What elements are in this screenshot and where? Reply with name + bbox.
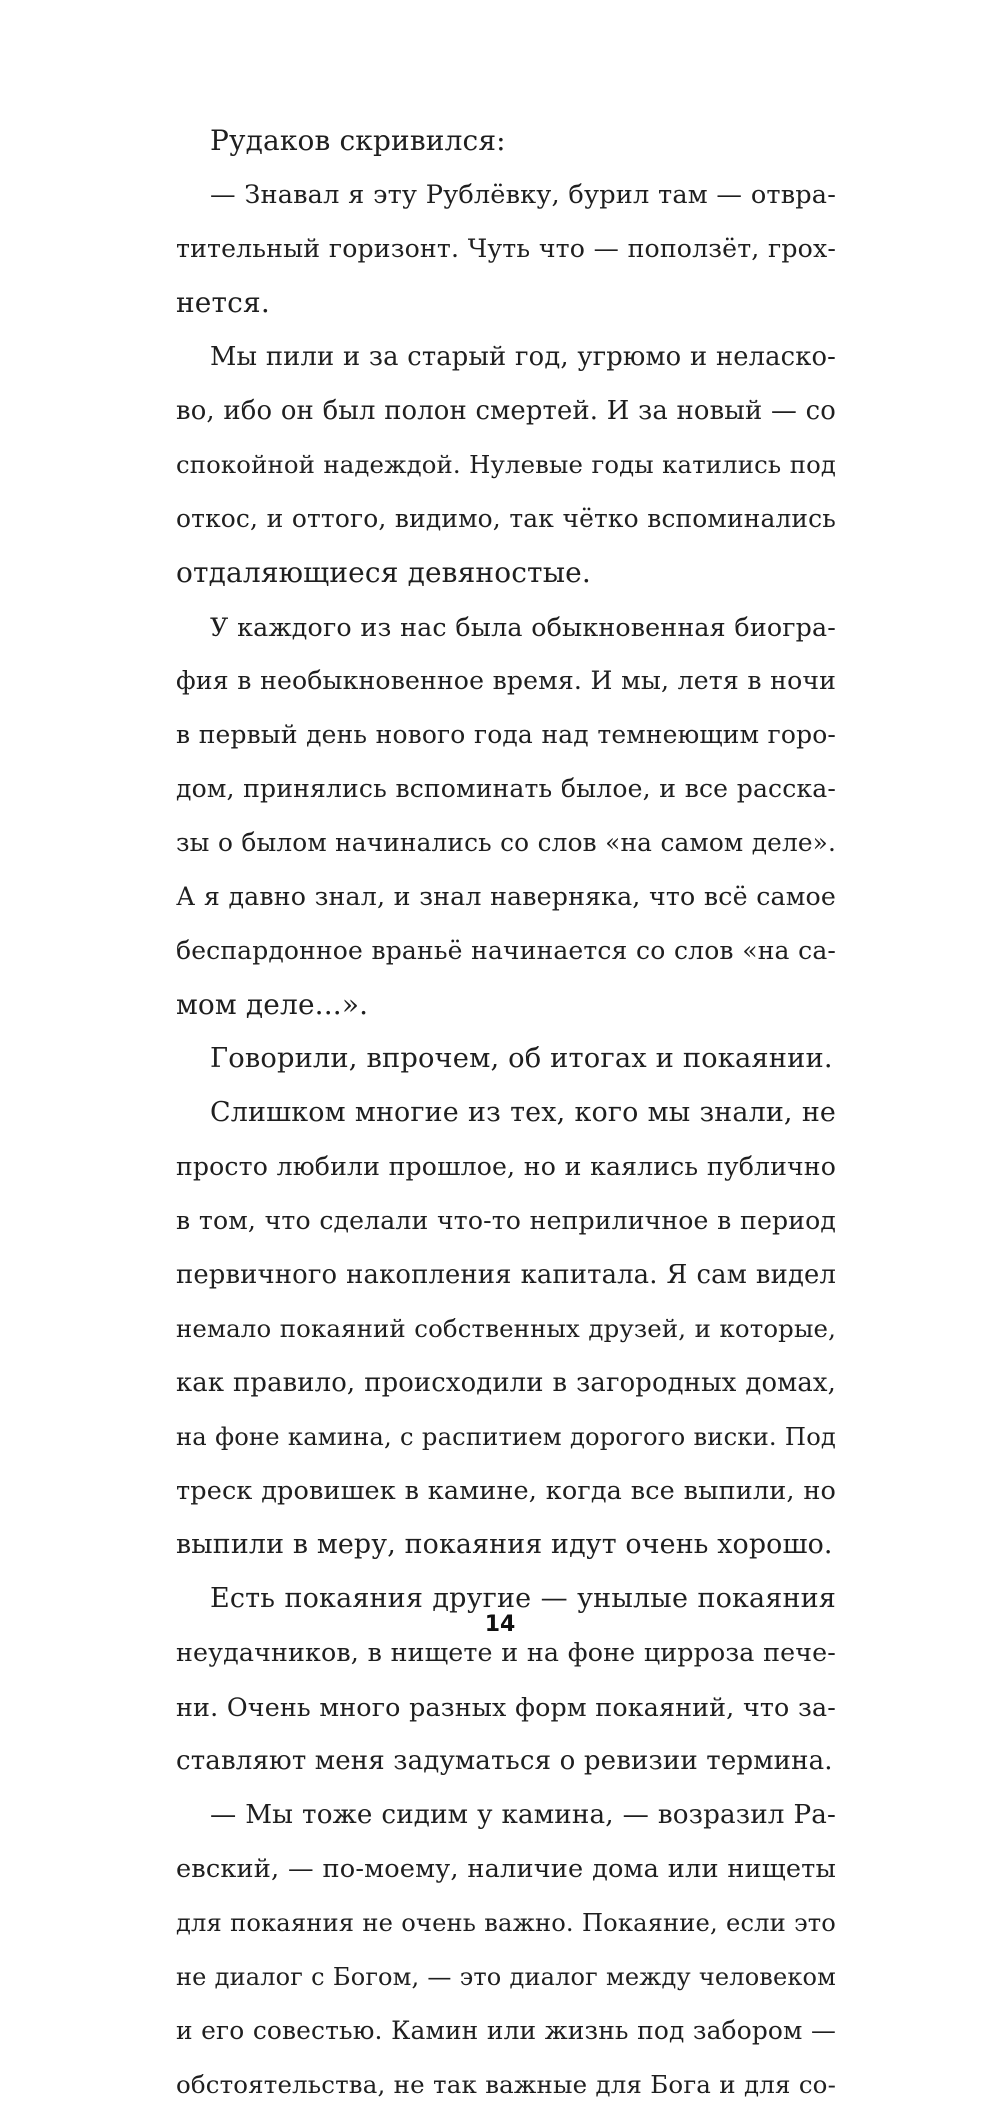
text-line: не диалог с Богом, — это диалог между человеком	[176, 1963, 836, 1991]
text-line: первичного накопления капитала. Я сам видел	[176, 1260, 836, 1290]
text-line: нется.	[176, 286, 270, 319]
text-line: ни. Очень много разных форм покаяний, что за-	[176, 1692, 836, 1722]
text-line: треск дровишек в камине, когда все выпили, но	[176, 1476, 836, 1506]
text-line: отдаляющиеся девяностые.	[176, 556, 591, 589]
text-line: — Мы тоже сидим у камина, — возразил Ра-	[210, 1800, 836, 1830]
text-line: Есть покаяния другие — унылые покаяния	[210, 1583, 836, 1614]
text-line: в первый день нового года над темнеющим горо-	[176, 720, 836, 749]
text-line: ставляют меня задуматься о ревизии термина.	[176, 1746, 833, 1776]
text-line: Рудаков скривился:	[210, 124, 506, 157]
text-line: обстоятельства, не так важные для Бога и для со-	[176, 2070, 836, 2099]
text-line: и его совестью. Камин или жизнь под забором —	[176, 2016, 836, 2045]
text-line: Слишком многие из тех, кого мы знали, не	[210, 1097, 836, 1128]
text-line: как правило, происходили в загородных домах,	[176, 1368, 836, 1398]
page-number: 14	[484, 1612, 516, 1637]
text-line: зы о былом начинались со слов «на самом деле».	[176, 828, 836, 857]
text-line: в том, что сделали что-то неприличное в период	[176, 1206, 836, 1235]
text-line: откос, и оттого, видимо, так чётко вспоминались	[176, 504, 836, 533]
text-line: беспардонное враньё начинается со слов «на са-	[176, 936, 836, 965]
text-line: евский, — по-моему, наличие дома или нищеты	[176, 1854, 836, 1884]
text-line: просто любили прошлое, но и каялись публично	[176, 1152, 836, 1181]
body-text	[176, 114, 836, 2112]
text-line: фия в необыкновенное время. И мы, летя в ночи	[176, 666, 836, 695]
text-line: Говорили, впрочем, об итогах и покаянии.	[210, 1043, 833, 1074]
text-line: на фоне камина, с распитием дорогого виски. Под	[176, 1423, 836, 1451]
text-line: неудачников, в нищете и на фоне цирроза пече-	[176, 1638, 836, 1667]
text-line: тительный горизонт. Чуть что — поползёт, грох-	[176, 234, 836, 263]
text-line: во, ибо он был полон смертей. И за новый — со	[176, 396, 836, 426]
text-line: А я давно знал, и знал наверняка, что всё самое	[176, 882, 836, 911]
text-line: спокойной надеждой. Нулевые годы катились под	[176, 450, 836, 479]
text-line: выпили в меру, покаяния идут очень хорошо.	[176, 1529, 833, 1560]
text-line: У каждого из нас была обыкновенная биогра-	[210, 612, 836, 642]
text-line: немало покаяний собственных друзей, и которые,	[176, 1314, 836, 1343]
text-line: — Знавал я эту Рублёвку, бурил там — отвра-	[210, 180, 836, 210]
text-line: для покаяния не очень важно. Покаяние, если это	[176, 1909, 836, 1937]
text-line: мом деле...».	[176, 988, 369, 1021]
text-line: дом, принялись вспоминать былое, и все расска-	[176, 774, 836, 803]
text-line: Мы пили и за старый год, угрюмо и неласко-	[210, 342, 836, 372]
